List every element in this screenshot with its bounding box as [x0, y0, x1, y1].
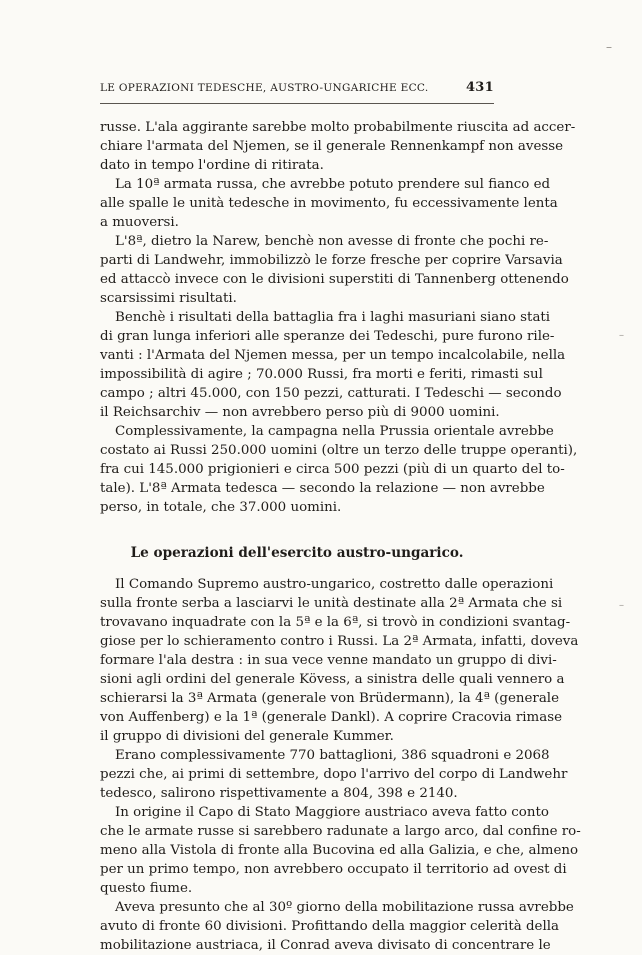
text-line: schierarsi la 3ª Armata (generale von Brüdermann), la 4ª (generale — [100, 691, 560, 706]
text-line: meno alla Vistola di fronte alla Bucovina ed alla Galizia, e che, almeno — [100, 843, 579, 858]
text-line: giose per lo schieramento contro i Russi. La 2ª Armata, infatti, doveva — [100, 634, 579, 649]
scan-mark: – — [619, 330, 624, 341]
text-line: dato in tempo l'ordine di ritirata. — [100, 158, 324, 173]
text-line: tale). L'8ª Armata tedesca — secondo la relazione — non avrebbe — [100, 481, 545, 496]
text-line: La 10ª armata russa, che avrebbe potuto prendere sul fianco ed — [115, 177, 551, 192]
text-line: questo fiume. — [100, 881, 193, 896]
paragraph — [100, 898, 574, 955]
text-line: ed attaccò invece con le divisioni superstiti di Tannenberg ottenendo — [100, 272, 569, 287]
text-line: che le armate russe si sarebbero radunate a largo arco, dal confine ro- — [100, 824, 581, 839]
text-line: campo ; altri 45.000, con 150 pezzi, catturati. I Tedeschi — secondo — [100, 386, 562, 401]
text-line: costato ai Russi 250.000 uomini (oltre un terzo delle truppe operanti), — [100, 443, 578, 458]
text-line: In origine il Capo di Stato Maggiore austriaco aveva fatto conto — [115, 805, 549, 820]
text-line: impossibilità di agire ; 70.000 Russi, fra morti e feriti, rimasti sul — [100, 367, 543, 382]
text-line: avuto di fronte 60 divisioni. Profittando della maggior celerità della — [100, 919, 559, 934]
text-line: von Auffenberg) e la 1ª (generale Dankl). A coprire Cracovia rimase — [100, 710, 563, 725]
text-line: Aveva presunto che al 30º giorno della mobilitazione russa avrebbe — [115, 900, 574, 915]
scan-mark: – — [606, 40, 612, 54]
text-line: russe. L'ala aggirante sarebbe molto probabilmente riuscita ad accer- — [100, 120, 576, 135]
text-line: L'8ª, dietro la Narew, benchè non avesse di fronte che pochi re- — [115, 234, 549, 249]
paragraph — [100, 175, 558, 232]
body-text — [100, 118, 581, 955]
section-heading: Le operazioni dell'esercito austro-ungarico. — [130, 545, 464, 561]
text-line: a muoversi. — [100, 215, 179, 230]
paragraph — [100, 803, 581, 898]
text-line: Erano complessivamente 770 battaglioni, 386 squadroni e 2068 — [115, 748, 550, 763]
text-line: il gruppo di divisioni del generale Kummer. — [100, 729, 394, 744]
page-number: 431 — [465, 80, 494, 95]
paragraph — [100, 575, 579, 746]
running-head-title: LE OPERAZIONI TEDESCHE, AUSTRO-UNGARICHE ECC. — [100, 82, 429, 94]
text-line: il Reichsarchiv — non avrebbero perso più di 9000 uomini. — [100, 405, 500, 420]
text-line: Benchè i risultati della battaglia fra i laghi masuriani siano stati — [115, 310, 551, 325]
paragraph — [100, 232, 569, 308]
text-line: chiare l'armata del Njemen, se il generale Rennenkampf non avesse — [100, 139, 564, 154]
text-line: scarsissimi risultati. — [100, 291, 237, 306]
text-line: perso, in totale, che 37.000 uomini. — [100, 500, 342, 515]
text-line: Il Comando Supremo austro-ungarico, costretto dalle operazioni — [115, 577, 554, 592]
paragraph — [100, 746, 568, 803]
text-line: per un primo tempo, non avrebbero occupato il territorio ad ovest di — [100, 862, 567, 877]
paragraph — [100, 422, 578, 517]
paragraph — [100, 308, 566, 422]
text-line: fra cui 145.000 prigionieri e circa 500 pezzi (più di un quarto del to- — [100, 462, 565, 477]
text-line: pezzi che, ai primi di settembre, dopo l'arrivo del corpo di Landwehr — [100, 767, 568, 782]
text-line: mobilitazione austriaca, il Conrad aveva divisato di concentrare le — [100, 938, 551, 953]
scan-mark: – — [619, 600, 624, 611]
text-line: Complessivamente, la campagna nella Prussia orientale avrebbe — [115, 424, 554, 439]
text-line: di gran lunga inferiori alle speranze dei Tedeschi, pure furono rile- — [100, 329, 555, 344]
text-line: alle spalle le unità tedesche in movimento, fu eccessivamente lenta — [100, 196, 558, 211]
text-line: trovavano inquadrate con la 5ª e la 6ª, si trovò in condizioni svantag- — [100, 615, 571, 630]
text-line: vanti : l'Armata del Njemen messa, per un tempo incalcolabile, nella — [100, 348, 566, 363]
text-line: sioni agli ordini del generale Kövess, a sinistra delle quali vennero a — [100, 672, 565, 687]
header-rule — [100, 103, 494, 104]
text-line: formare l'ala destra : in sua vece venne mandato un gruppo di divi- — [100, 653, 557, 668]
paragraph — [100, 118, 576, 175]
text-line: tedesco, salirono rispettivamente a 804, 398 e 2140. — [100, 786, 458, 801]
running-head — [100, 80, 494, 95]
text-line: parti di Landwehr, immobilizzò le forze fresche per coprire Varsavia — [100, 253, 563, 268]
text-line: sulla fronte serba a lasciarvi le unità destinate alla 2ª Armata che si — [100, 596, 563, 611]
